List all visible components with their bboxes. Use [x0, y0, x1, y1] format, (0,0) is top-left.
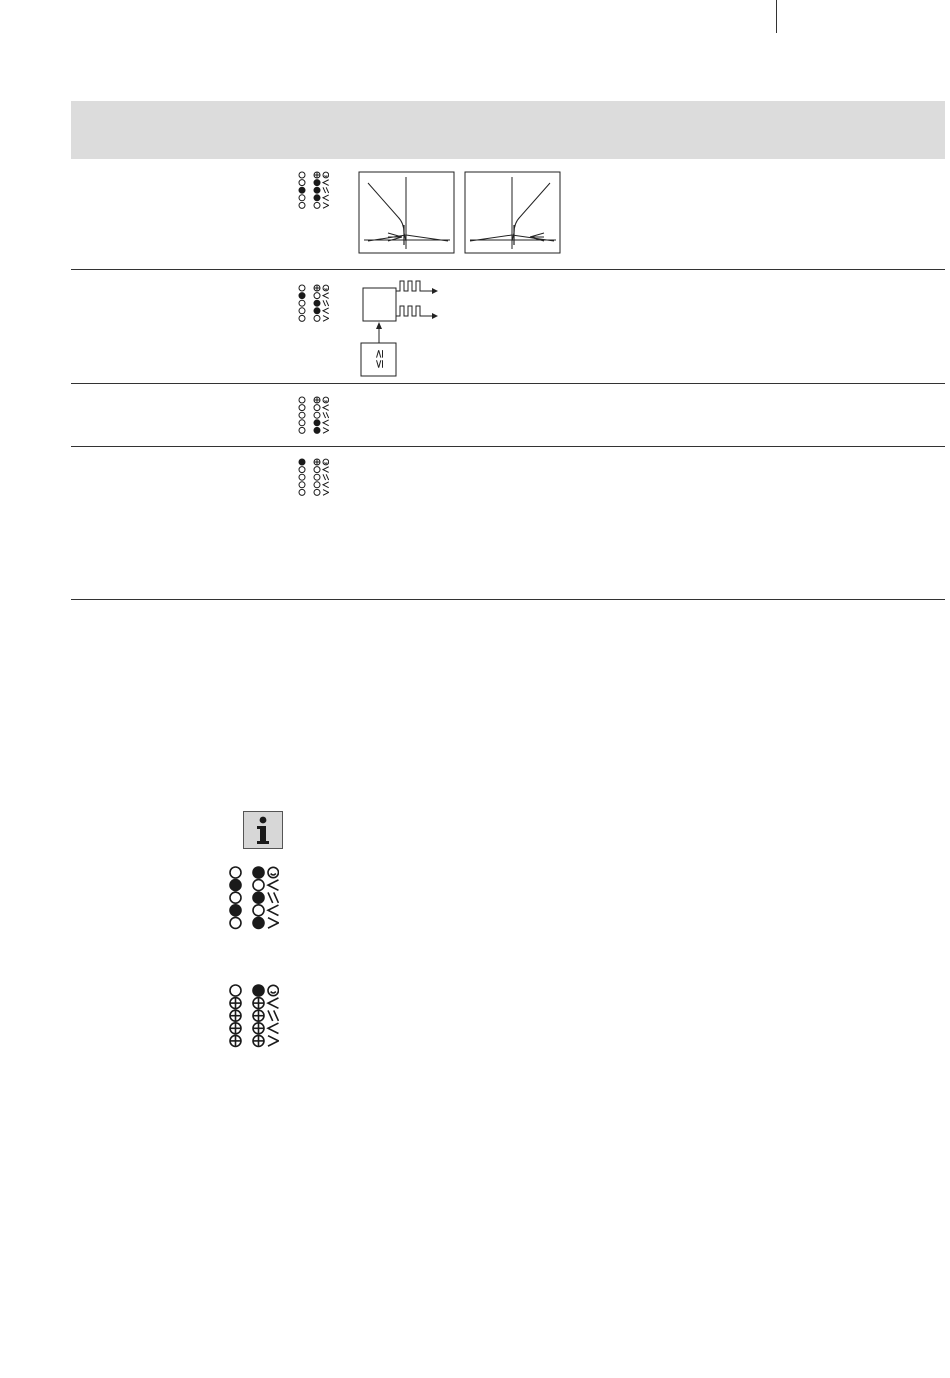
symbol-lt-icon	[323, 420, 329, 426]
symbol-smiley-icon	[323, 397, 329, 403]
led-off	[299, 300, 305, 306]
led-on	[314, 308, 320, 314]
led-on	[314, 300, 320, 306]
led-off	[230, 917, 241, 928]
led-on	[299, 187, 305, 193]
symbol-gte-icon	[323, 300, 329, 306]
led-off	[299, 180, 305, 186]
symbol-lt-icon	[268, 880, 278, 890]
led-off	[299, 315, 305, 321]
table-header-band	[71, 101, 945, 159]
symbol-gte-icon	[323, 412, 329, 418]
info-icon	[244, 812, 282, 848]
led-off	[314, 474, 320, 480]
row-divider	[71, 446, 945, 447]
led-off	[299, 397, 305, 403]
led-on	[299, 459, 305, 465]
symbol-gte-icon	[323, 474, 329, 480]
led-status-panel	[298, 171, 329, 211]
led-off	[230, 985, 241, 996]
symbol-smiley-icon	[323, 285, 329, 291]
led-status-panel-large	[229, 866, 279, 931]
symbol-gt-icon	[268, 918, 278, 928]
led-off	[299, 285, 305, 291]
symbol-lt-icon	[323, 308, 329, 314]
led-status-panel	[298, 458, 329, 498]
led-off	[299, 412, 305, 418]
symbol-lt-icon	[268, 1023, 278, 1033]
led-off	[314, 405, 320, 411]
led-off	[253, 905, 264, 916]
led-off	[299, 467, 305, 473]
led-off	[299, 202, 305, 208]
led-on	[253, 892, 264, 903]
led-off	[314, 412, 320, 418]
led-off	[314, 489, 320, 495]
led-on	[299, 293, 305, 299]
symbol-gt-icon	[323, 316, 329, 322]
row-divider	[71, 383, 945, 384]
symbol-gt-icon	[323, 428, 329, 434]
led-on	[314, 420, 320, 426]
svg-text:≤≥: ≤≥	[372, 348, 386, 370]
led-on	[314, 427, 320, 433]
led-off	[230, 892, 241, 903]
led-status-panel	[298, 396, 329, 436]
symbol-gte-icon	[323, 187, 329, 193]
led-on	[314, 195, 320, 201]
led-off	[299, 405, 305, 411]
led-off	[314, 202, 320, 208]
symbol-lt-icon	[268, 998, 278, 1008]
led-on	[314, 187, 320, 193]
symbol-smiley-icon	[268, 985, 278, 995]
symbol-lt-icon	[323, 293, 329, 299]
led-off	[299, 482, 305, 488]
led-off	[299, 195, 305, 201]
symbol-lt-icon	[323, 467, 329, 473]
led-off	[299, 308, 305, 314]
led-on	[253, 985, 264, 996]
symbol-gte-icon	[268, 892, 278, 902]
led-off	[314, 315, 320, 321]
symbol-smiley-icon	[323, 459, 329, 465]
led-off	[314, 293, 320, 299]
led-off	[314, 467, 320, 473]
led-off	[299, 489, 305, 495]
symbol-gt-icon	[323, 203, 329, 209]
led-off	[299, 172, 305, 178]
symbol-gt-icon	[268, 1036, 278, 1046]
symbol-smiley-icon	[323, 172, 329, 178]
symbol-lt-icon	[268, 905, 278, 915]
led-off	[299, 420, 305, 426]
page-top	[0, 0, 950, 1]
led-on	[253, 917, 264, 928]
led-off	[253, 880, 264, 891]
info-note-box	[243, 811, 283, 849]
led-off	[230, 867, 241, 878]
led-status-panel	[298, 284, 329, 324]
row-divider	[71, 599, 945, 600]
led-off	[299, 427, 305, 433]
symbol-lt-icon	[323, 195, 329, 201]
led-status-panel-large	[229, 984, 279, 1049]
page-marker-line	[776, 0, 777, 33]
switching-output-diagram	[358, 275, 448, 379]
row-divider	[71, 269, 945, 270]
symbol-gte-icon	[268, 1010, 278, 1020]
led-on	[230, 880, 241, 891]
led-on	[230, 905, 241, 916]
led-off	[314, 482, 320, 488]
symbol-lt-icon	[323, 405, 329, 411]
symbol-lt-icon	[323, 482, 329, 488]
led-on	[253, 867, 264, 878]
led-on	[314, 180, 320, 186]
led-off	[299, 474, 305, 480]
symbol-lt-icon	[323, 180, 329, 186]
symbol-smiley-icon	[268, 867, 278, 877]
characteristic-curve-diagram	[358, 171, 562, 255]
symbol-gt-icon	[323, 490, 329, 496]
